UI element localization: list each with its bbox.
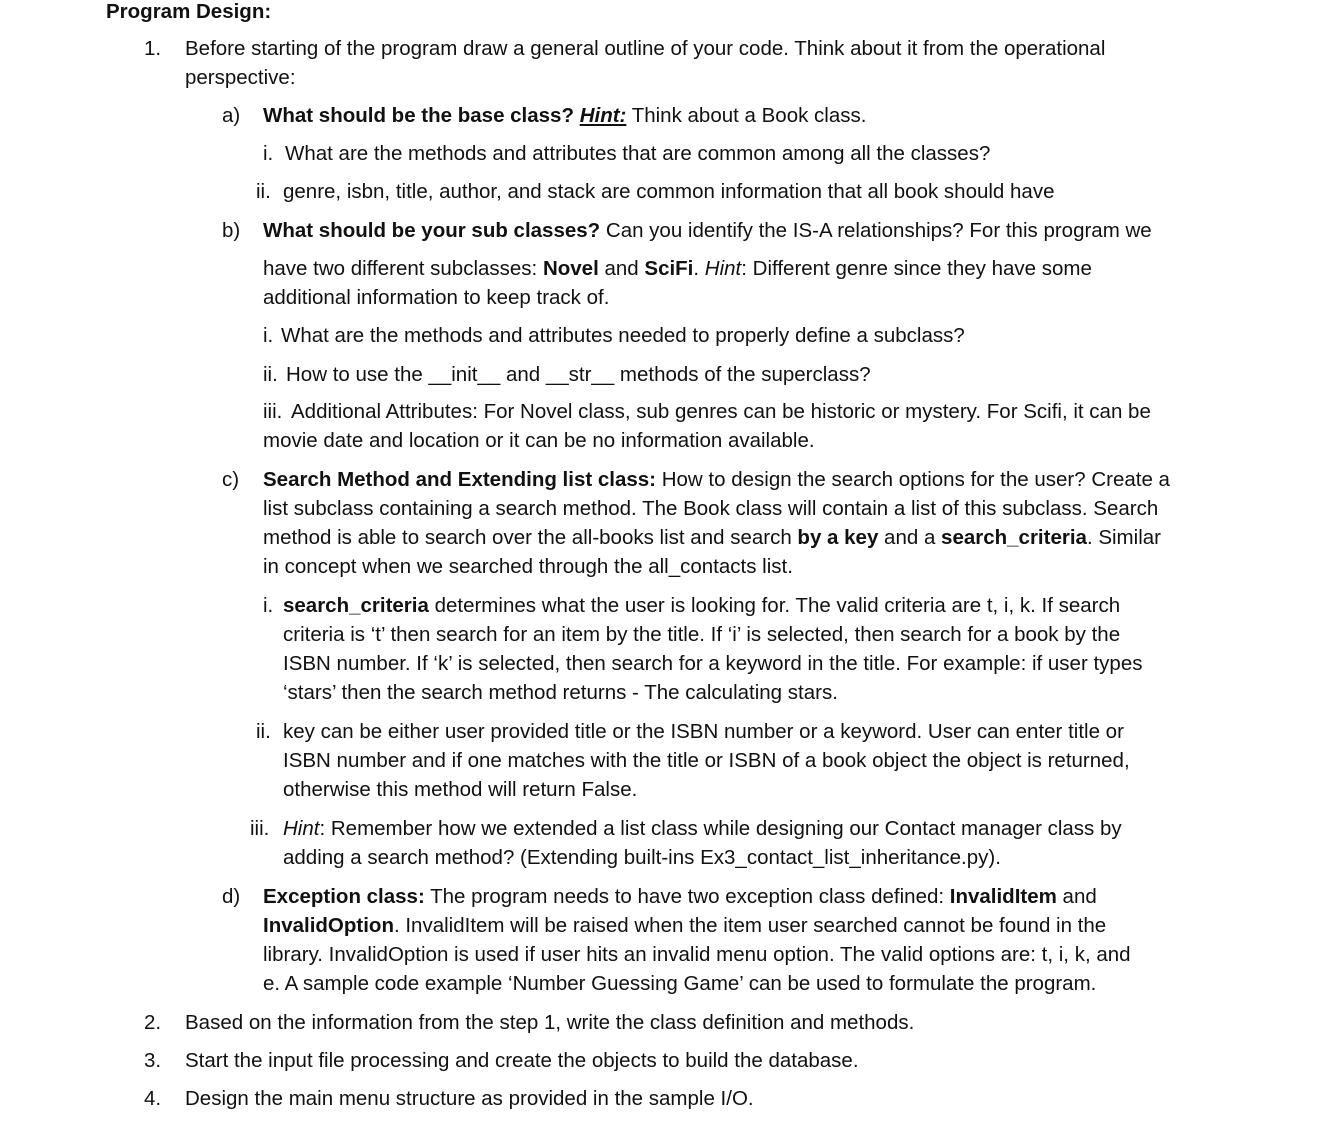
sub-marker: b) bbox=[222, 219, 241, 242]
point-text: ‘stars’ then the search method returns - The calculating stars. bbox=[283, 681, 838, 704]
point-text: ISBN number and if one matches with the title or ISBN of a book object the object is returned, bbox=[283, 749, 1130, 772]
point-marker: iii. bbox=[263, 400, 283, 423]
sub-item-a: What should be the base class? Hint: Think about a Book class. bbox=[263, 104, 867, 127]
page-heading: Program Design: bbox=[106, 0, 272, 23]
list-marker: 1. bbox=[144, 37, 162, 60]
point-text: How to use the __init__ and __str__ methods of the superclass? bbox=[286, 363, 871, 386]
point-marker: i. bbox=[263, 594, 274, 617]
sub-item-d: Exception class: The program needs to have two exception class defined: InvalidItem and bbox=[263, 885, 1097, 908]
point-text: Hint: Remember how we extended a list class while designing our Contact manager class by bbox=[283, 817, 1122, 840]
sub-marker: a) bbox=[222, 104, 241, 127]
sub-item-c-line: method is able to search over the all-books list and search by a key and a search_criteria. Similar bbox=[263, 526, 1161, 549]
point-marker: ii. bbox=[263, 363, 278, 386]
sub-marker: c) bbox=[222, 468, 240, 491]
sub-item-d-line: e. A sample code example ‘Number Guessing Game’ can be used to formulate the program. bbox=[263, 972, 1097, 995]
list-marker: 3. bbox=[144, 1049, 162, 1072]
point-marker: i. bbox=[263, 324, 274, 347]
point-text: Additional Attributes: For Novel class, sub genres can be historic or mystery. For Scifi, it can be bbox=[291, 400, 1151, 423]
point-text: adding a search method? (Extending built-ins Ex3_contact_list_inheritance.py). bbox=[283, 846, 1001, 869]
point-text: genre, isbn, title, author, and stack are common information that all book should have bbox=[283, 180, 1055, 203]
list-item-text: Start the input file processing and create the objects to build the database. bbox=[185, 1049, 859, 1072]
sub-item-c-line: list subclass containing a search method. The Book class will contain a list of this subclass. Search bbox=[263, 497, 1159, 520]
sub-item-b-line: have two different subclasses: Novel and SciFi. Hint: Different genre since they have some bbox=[263, 257, 1092, 280]
sub-item-b-line: additional information to keep track of. bbox=[263, 286, 610, 309]
sub-item-c: Search Method and Extending list class: How to design the search options for the user? Create a bbox=[263, 468, 1170, 491]
sub-item-c-line: in concept when we searched through the all_contacts list. bbox=[263, 555, 793, 578]
point-text: search_criteria determines what the user is looking for. The valid criteria are t, i, k. If search bbox=[283, 594, 1121, 617]
point-text: otherwise this method will return False. bbox=[283, 778, 638, 801]
point-text: ISBN number. If ‘k’ is selected, then search for a keyword in the title. For example: if user types bbox=[283, 652, 1143, 675]
point-text: movie date and location or it can be no information available. bbox=[263, 429, 815, 452]
list-item-text: Before starting of the program draw a general outline of your code. Think about it from the operational bbox=[185, 37, 1106, 60]
sub-marker: d) bbox=[222, 885, 241, 908]
list-item-text: perspective: bbox=[185, 66, 296, 89]
point-marker: i. bbox=[263, 142, 274, 165]
list-marker: 2. bbox=[144, 1011, 162, 1034]
point-marker: ii. bbox=[256, 720, 271, 743]
point-marker: iii. bbox=[250, 817, 270, 840]
point-marker: ii. bbox=[256, 180, 271, 203]
list-marker: 4. bbox=[144, 1087, 162, 1110]
sub-item-d-line: InvalidOption. InvalidItem will be raised when the item user searched cannot be found in the bbox=[263, 914, 1107, 937]
list-item-text: Based on the information from the step 1, write the class definition and methods. bbox=[185, 1011, 915, 1034]
sub-item-d-line: library. InvalidOption is used if user hits an invalid menu option. The valid options are: t, i, k, and bbox=[263, 943, 1131, 966]
point-text: What are the methods and attributes that are common among all the classes? bbox=[285, 142, 991, 165]
point-text: criteria is ‘t’ then search for an item by the title. If ‘i’ is selected, then search for a book by the bbox=[283, 623, 1121, 646]
sub-item-b: What should be your sub classes? Can you identify the IS-A relationships? For this program we bbox=[263, 219, 1152, 242]
list-item-text: Design the main menu structure as provided in the sample I/O. bbox=[185, 1087, 754, 1110]
point-text: What are the methods and attributes needed to properly define a subclass? bbox=[281, 324, 965, 347]
point-text: key can be either user provided title or the ISBN number or a keyword. User can enter title or bbox=[283, 720, 1124, 743]
